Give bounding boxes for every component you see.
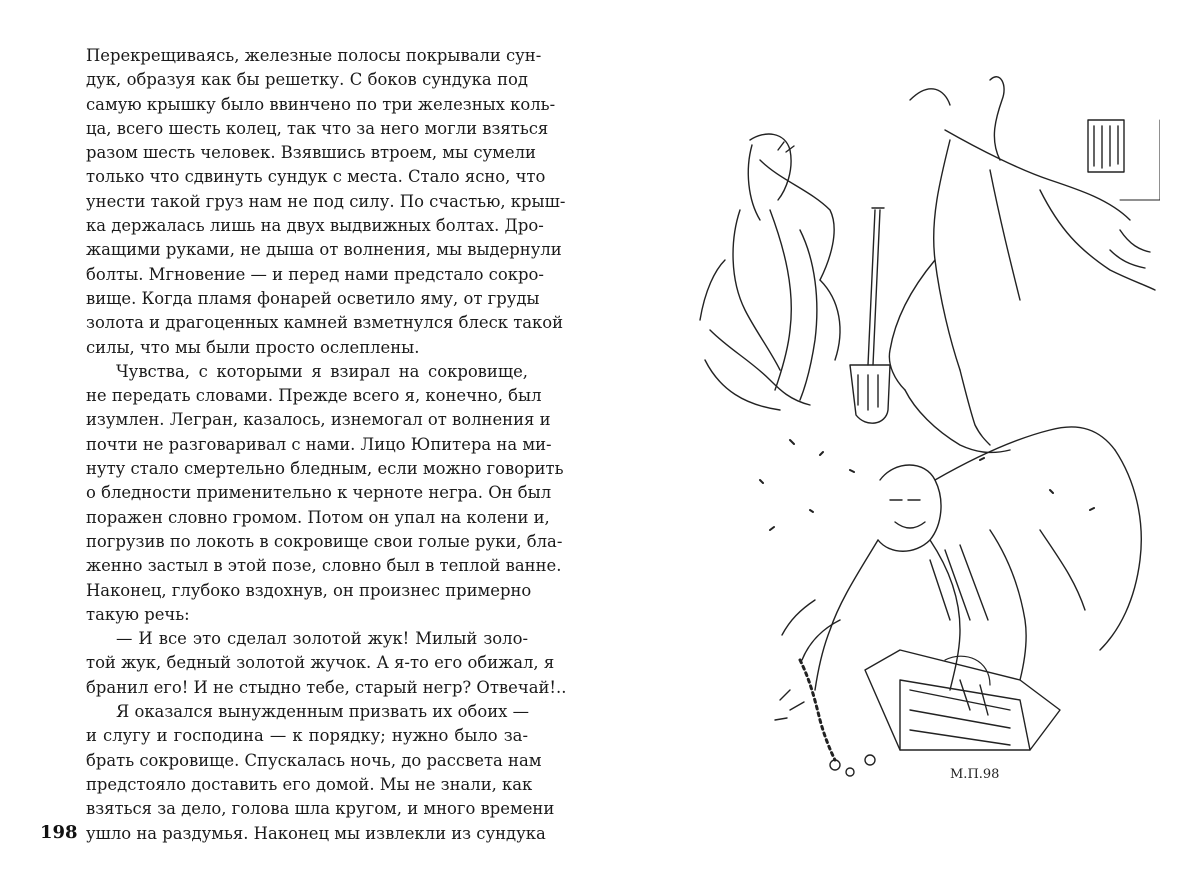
scatter-marks-drawing bbox=[760, 440, 1094, 530]
text-line: золота и драгоценных камней взметнулся блеск такой bbox=[86, 313, 564, 333]
text-line: только что сдвинуть сундук с места. Стало ясно, что bbox=[86, 167, 546, 187]
text-line: почти не разговаривал с нами. Лицо Юпитера на ми- bbox=[86, 434, 552, 454]
text-line: силы, что мы были просто ослеплены. bbox=[86, 337, 420, 357]
text-line: разом шесть человек. Взявшись втроем, мы сумели bbox=[86, 143, 536, 163]
text-line: погрузив по локоть в сокровище свои голые руки, бла- bbox=[86, 531, 563, 551]
artist-signature: М.П.98 bbox=[950, 767, 1000, 782]
text-line: Перекрещиваясь, железные полосы покрывали сун- bbox=[86, 46, 542, 65]
page-number: 198 bbox=[40, 822, 78, 843]
kneeling-man-drawing bbox=[782, 427, 1141, 690]
text-line: и слугу и господина — к порядку; нужно было за- bbox=[86, 726, 528, 746]
text-line: бранил его! И не стыдно тебе, старый негр? Отвечай!.. bbox=[86, 677, 567, 697]
shovel-drawing bbox=[850, 208, 890, 423]
text-line: Наконец, глубоко вздохнув, он произнес примерно bbox=[86, 580, 532, 600]
text-line: предстояло доставить его домой. Мы не знали, как bbox=[86, 774, 533, 794]
treasure-chest-drawing bbox=[775, 650, 1060, 776]
right-page bbox=[600, 0, 1200, 877]
sitting-figure-drawing bbox=[700, 134, 840, 410]
text-line: ушло на раздумья. Наконец мы извлекли из сундука bbox=[86, 823, 546, 843]
text-line: дук, образуя как бы решетку. С боков сундука под bbox=[86, 70, 528, 90]
text-line: вище. Когда пламя фонарей осветило яму, от груды bbox=[86, 288, 540, 308]
text-line: нуту стало смертельно бледным, если можно говорить bbox=[86, 459, 564, 479]
flying-figure-drawing bbox=[889, 77, 1160, 453]
ink-illustration bbox=[690, 60, 1160, 800]
text-line: — И все это сделал золотой жук! Милый золо- bbox=[116, 629, 528, 649]
text-line: унести такой груз нам не под силу. По счастью, крыш- bbox=[86, 191, 566, 211]
text-line: женно застыл в этой позе, словно был в теплой ванне. bbox=[86, 556, 562, 576]
text-line: брать сокровище. Спускалась ночь, до рассвета нам bbox=[86, 750, 542, 770]
text-line: самую крышку было ввинчено по три железных коль- bbox=[86, 94, 556, 114]
text-line: о бледности применительно к черноте негра. Он был bbox=[86, 483, 552, 503]
body-text bbox=[86, 44, 567, 846]
text-line: изумлен. Легран, казалось, изнемогал от волнения и bbox=[86, 410, 551, 430]
text-line: не передать словами. Прежде всего я, конечно, был bbox=[86, 386, 542, 406]
text-line: взяться за дело, голова шла кругом, и много времени bbox=[86, 799, 555, 819]
text-line: ца, всего шесть колец, так что за него могли взяться bbox=[86, 118, 549, 138]
text-line: Я оказался вынужденным призвать их обоих — bbox=[116, 702, 529, 722]
text-line: ка держалась лишь на двух выдвижных болтах. Дро- bbox=[86, 216, 544, 236]
text-line: поражен словно громом. Потом он упал на колени и, bbox=[86, 507, 550, 527]
text-line: такую речь: bbox=[86, 604, 190, 624]
text-line: той жук, бедный золотой жучок. А я-то его обижал, я bbox=[86, 653, 555, 673]
text-line: Чувства, с которыми я взирал на сокровище, bbox=[116, 361, 528, 381]
text-line: жащими руками, не дыша от волнения, мы выдернули bbox=[86, 240, 562, 260]
text-line: болты. Мгновение — и перед нами предстало сокро- bbox=[86, 264, 544, 284]
